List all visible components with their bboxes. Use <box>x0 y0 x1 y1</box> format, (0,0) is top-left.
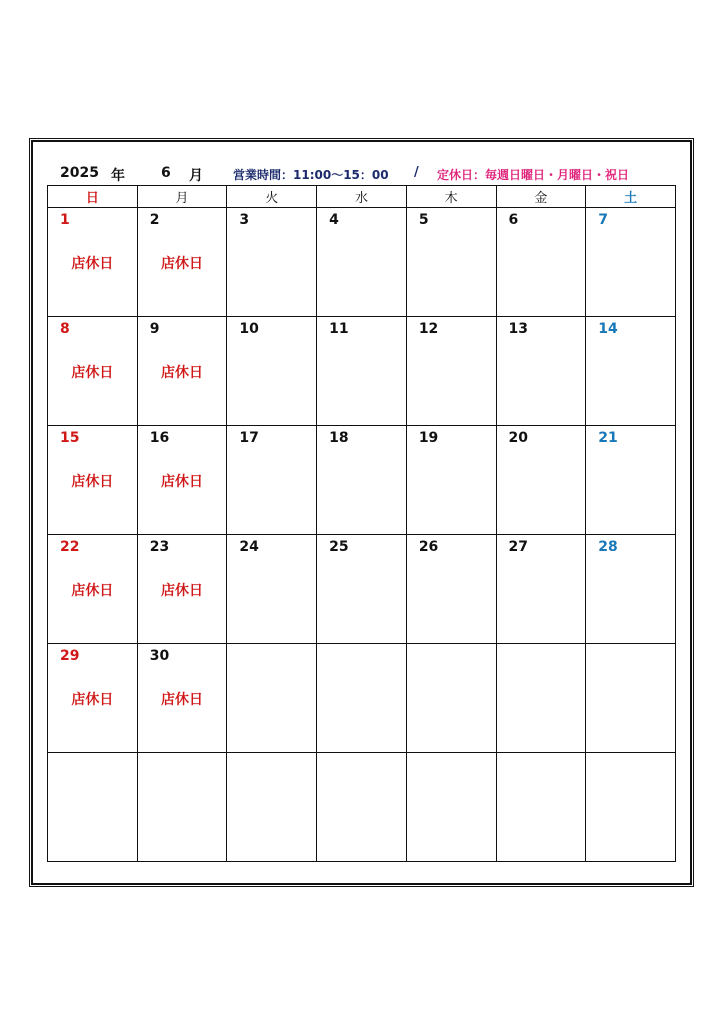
calendar-day-cell <box>137 535 227 644</box>
closed-day-label: 店休日 <box>71 692 114 708</box>
calendar-day-cell <box>496 535 586 644</box>
day-number: 25 <box>329 539 349 555</box>
day-number: 9 <box>149 321 160 337</box>
calendar-day-cell <box>496 753 586 862</box>
calendar-day-cell <box>137 753 227 862</box>
calendar-day-cell <box>406 426 496 535</box>
calendar-day-cell <box>406 317 496 426</box>
calendar-week-row <box>48 535 676 644</box>
calendar-week-row <box>48 644 676 753</box>
day-number: 3 <box>239 212 250 228</box>
month-label: 6 <box>161 165 171 181</box>
calendar-day-cell <box>227 535 317 644</box>
weekday-wednesday: 水 <box>317 186 407 208</box>
day-number: 28 <box>598 539 618 555</box>
calendar-day-cell <box>406 535 496 644</box>
calendar-day-cell <box>406 753 496 862</box>
calendar-day-cell <box>317 644 407 753</box>
closed-day-label: 店休日 <box>71 256 114 272</box>
regular-holidays-text: 定休日：毎週日曜日・月曜日・祝日 <box>437 168 630 182</box>
calendar-week-row <box>48 753 676 862</box>
calendar-day-cell <box>586 317 676 426</box>
calendar-day-cell <box>317 317 407 426</box>
calendar-week-row <box>48 317 676 426</box>
calendar-day-cell <box>48 644 138 753</box>
calendar-grid <box>47 185 676 862</box>
calendar-day-cell <box>137 426 227 535</box>
closed-day-label: 店休日 <box>71 474 114 490</box>
calendar-week-row <box>48 208 676 317</box>
day-number: 24 <box>239 539 259 555</box>
business-hours-text: 営業時間：11:00～15：00 <box>233 168 389 182</box>
day-number: 6 <box>508 212 519 228</box>
day-number: 19 <box>418 430 439 446</box>
day-number: 2 <box>149 212 160 228</box>
closed-day-label: 店休日 <box>161 583 204 599</box>
calendar-day-cell <box>48 753 138 862</box>
calendar-body <box>48 208 676 862</box>
calendar-day-cell <box>496 317 586 426</box>
weekday-tuesday: 火 <box>227 186 317 208</box>
calendar-day-cell <box>227 208 317 317</box>
day-number: 7 <box>598 212 608 228</box>
weekday-monday: 月 <box>137 186 227 208</box>
calendar-day-cell <box>227 644 317 753</box>
day-number: 17 <box>239 430 259 446</box>
year-unit-label: 年 <box>111 168 125 184</box>
calendar-day-cell <box>227 317 317 426</box>
closed-day-label: 店休日 <box>161 256 204 272</box>
day-number: 10 <box>239 321 259 337</box>
day-number: 12 <box>418 321 439 337</box>
calendar-day-cell <box>586 426 676 535</box>
closed-day-label: 店休日 <box>161 365 204 381</box>
day-number: 4 <box>329 212 339 228</box>
calendar-header <box>47 161 676 185</box>
day-number: 5 <box>418 212 429 228</box>
calendar-day-cell <box>586 208 676 317</box>
day-number: 8 <box>60 321 70 337</box>
header-separator: / <box>414 165 419 180</box>
calendar-day-cell <box>137 644 227 753</box>
calendar-day-cell <box>137 208 227 317</box>
calendar-day-cell <box>317 753 407 862</box>
day-number: 29 <box>60 648 80 664</box>
calendar-day-cell <box>586 535 676 644</box>
day-number: 14 <box>598 321 618 337</box>
calendar-day-cell <box>48 426 138 535</box>
calendar-day-cell <box>227 426 317 535</box>
calendar-day-cell <box>496 644 586 753</box>
weekday-sunday: 日 <box>48 186 138 208</box>
day-number: 22 <box>60 539 80 555</box>
calendar-day-cell <box>317 426 407 535</box>
day-number: 21 <box>598 430 618 446</box>
day-number: 18 <box>329 430 349 446</box>
calendar-day-cell <box>406 644 496 753</box>
calendar-day-cell <box>586 644 676 753</box>
closed-day-label: 店休日 <box>71 583 114 599</box>
day-number: 15 <box>60 430 80 446</box>
calendar-day-cell <box>48 535 138 644</box>
calendar-week-row <box>48 426 676 535</box>
calendar-day-cell <box>137 317 227 426</box>
weekday-saturday: 土 <box>586 186 676 208</box>
calendar-day-cell <box>496 426 586 535</box>
weekday-thursday: 木 <box>406 186 496 208</box>
calendar-day-cell <box>48 208 138 317</box>
calendar-day-cell <box>496 208 586 317</box>
day-number: 1 <box>60 212 70 228</box>
calendar-day-cell <box>317 535 407 644</box>
day-number: 23 <box>149 539 170 555</box>
year-label: 2025 <box>60 165 99 181</box>
day-number: 27 <box>508 539 528 555</box>
calendar-day-cell <box>227 753 317 862</box>
calendar-day-cell <box>48 317 138 426</box>
day-number: 26 <box>418 539 439 555</box>
calendar-day-cell <box>317 208 407 317</box>
calendar-day-cell <box>406 208 496 317</box>
calendar-day-cell <box>586 753 676 862</box>
month-unit-label: 月 <box>189 168 203 184</box>
closed-day-label: 店休日 <box>161 692 204 708</box>
closed-day-label: 店休日 <box>71 365 114 381</box>
day-number: 30 <box>149 648 170 664</box>
weekday-header-row <box>48 186 676 208</box>
day-number: 11 <box>329 321 349 337</box>
day-number: 20 <box>508 430 528 446</box>
weekday-friday: 金 <box>496 186 586 208</box>
day-number: 13 <box>508 321 528 337</box>
closed-day-label: 店休日 <box>161 474 204 490</box>
day-number: 16 <box>149 430 170 446</box>
